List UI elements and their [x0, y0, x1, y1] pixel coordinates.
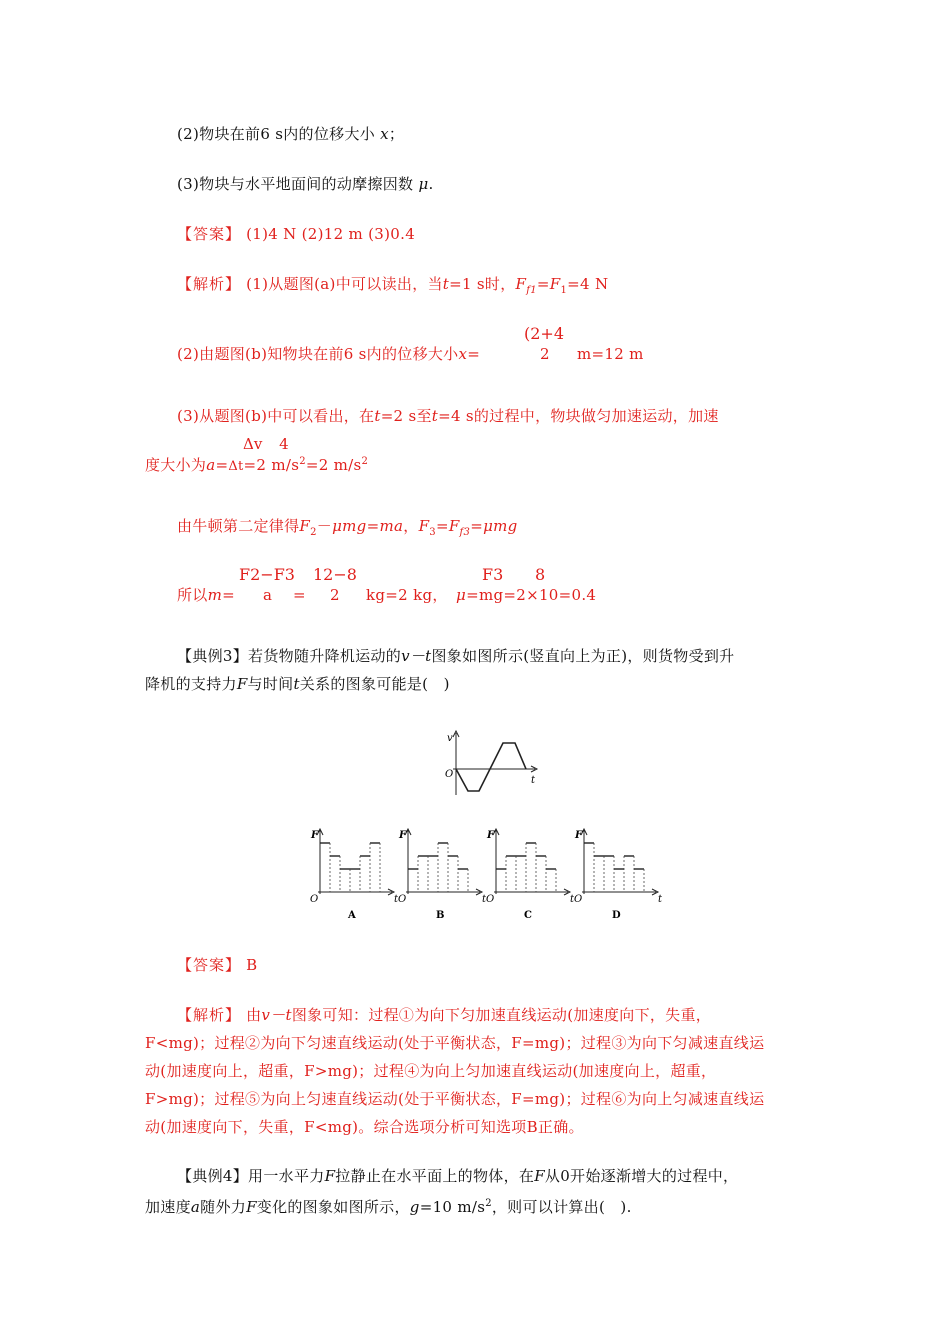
t-label: t	[570, 894, 575, 905]
option-graph-c	[486, 829, 575, 921]
vt-curve	[456, 743, 526, 791]
option-label: B	[436, 910, 445, 921]
answer-2: 【答案】 B	[177, 956, 258, 974]
v-label: v	[447, 733, 453, 744]
mass-den-1: a	[263, 586, 273, 604]
origin-label: O	[310, 894, 319, 905]
mass-num-1: F2−F3	[239, 565, 295, 584]
origin-label: O	[486, 894, 495, 905]
t-label: t	[482, 894, 487, 905]
option-label: D	[612, 910, 621, 921]
example-3-line2: 降机的支持力F与时间t关系的图象可能是( )	[145, 675, 450, 693]
origin-label: O	[445, 769, 454, 780]
so-line: 所以m=	[177, 586, 236, 604]
vt-graph	[441, 729, 541, 799]
option-graph-d	[574, 829, 663, 921]
displacement-result: m=12 m	[577, 345, 644, 363]
F-label: F	[487, 830, 495, 841]
origin-label: O	[398, 894, 407, 905]
origin-label: O	[574, 894, 583, 905]
t-label: t	[531, 775, 536, 786]
mass-den-2: 2	[330, 586, 340, 604]
question-2: (2)物块在前6 s内的位移大小 x；	[177, 125, 405, 143]
F-label: F	[399, 830, 407, 841]
option-graph-a	[310, 829, 399, 921]
example-4-line2: 加速度a随外力F变化的图象如图所示，g=10 $m/s^2$，则可以计算出( ).	[145, 1198, 632, 1216]
mass-result: kg=2 kg，	[366, 586, 448, 604]
explanation-1: 【解析】 (1)从题图(a)中可以读出，当t=1 s时，$F_{f1}=F_1=4$ N	[177, 275, 609, 296]
option-label: C	[524, 910, 532, 921]
t-label: t	[658, 894, 663, 905]
F-label: F	[575, 830, 583, 841]
t-label: t	[394, 894, 399, 905]
mu-eq: μ=mg=2×10=0.4	[456, 586, 597, 604]
example-3-line1: 【典例3】若货物随升降机运动的v－t图象如图所示(竖直向上为正)，则货物受到升	[177, 647, 735, 665]
answer-1: 【答案】 (1)4 N (2)12 m (3)0.4	[177, 225, 416, 243]
newton-line: 由牛顿第二定律得$F_2-\mu mg=ma$，$F_3=F_{f3}=\mu mg$	[177, 517, 518, 538]
mass-eq: =	[293, 586, 306, 604]
mass-num-2: 12−8	[313, 565, 357, 584]
explanation-2: (2)由题图(b)知物块在前6 s内的位移大小x=	[177, 345, 481, 363]
displacement-denominator: 2	[540, 345, 550, 363]
option-label: A	[348, 910, 356, 921]
explanation-4-line2: F<mg)；过程②为向下匀速直线运动(处于平衡状态，F=mg)；过程③为向下匀减速直线运	[145, 1034, 765, 1052]
explanation-4-line1: 【解析】 由v－t图象可知：过程①为向下匀加速直线运动(加速度向下，失重，	[177, 1006, 712, 1024]
question-3: (3)物块与水平地面间的动摩擦因数 μ.	[177, 175, 434, 193]
option-graphs	[308, 826, 678, 922]
mu-num-2: 8	[535, 565, 546, 584]
accel-numerator: Δv 4	[243, 435, 289, 453]
explanation-3-line1: (3)从题图(b)中可以看出，在t=2 s至t=4 s的过程中，物块做匀加速运动，加速	[177, 407, 719, 425]
displacement-numerator: (2+4	[524, 324, 565, 343]
explanation-3-line2: 度大小为a=Δt=2 $m/s^2=2$ $m/s^2$	[145, 456, 369, 474]
mu-num-1: F3	[482, 565, 504, 584]
F-label: F	[311, 830, 319, 841]
option-graph-b	[398, 829, 487, 921]
example-4-line1: 【典例4】用一水平力F拉静止在水平面上的物体，在F从0开始逐渐增大的过程中，	[177, 1167, 739, 1185]
explanation-4-line5: 动(加速度向下，失重，F<mg)。综合选项分析可知选项B正确。	[145, 1118, 584, 1136]
explanation-4-line3: 动(加速度向上，超重，F>mg)；过程④为向上匀加速直线运动(加速度向上，超重，	[145, 1062, 717, 1080]
explanation-4-line4: F>mg)；过程⑤为向上匀速直线运动(处于平衡状态，F=mg)；过程⑥为向上匀减速直线运	[145, 1090, 765, 1108]
